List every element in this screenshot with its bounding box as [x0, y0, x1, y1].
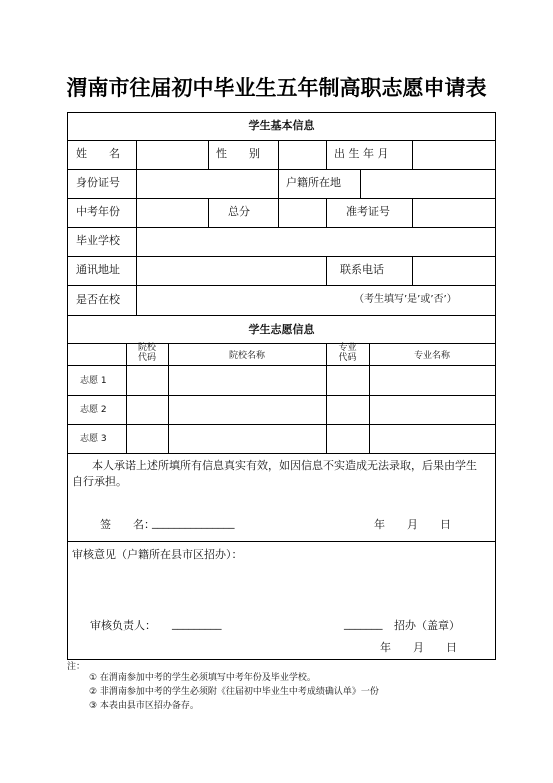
signature-label: 签 名：	[100, 518, 155, 531]
row-divider	[68, 453, 495, 454]
signature-field[interactable]: _______________	[152, 516, 235, 529]
review-label: 审核意见（户籍所在县市区招办）：	[72, 548, 243, 561]
school-name-header: 院校名称	[228, 351, 265, 361]
office-stamp-label: 招办（盖章）	[394, 619, 460, 632]
row-divider	[68, 256, 495, 257]
in-school-label: 是否在校	[76, 293, 120, 306]
row-divider	[68, 227, 495, 228]
ticket-no-label: 准考证号	[346, 205, 390, 218]
reviewer-field[interactable]: _________	[172, 617, 222, 630]
major-code-header: 专业 代码	[338, 343, 357, 363]
total-score-label: 总分	[228, 205, 250, 218]
row-divider	[68, 541, 495, 542]
row-divider	[68, 169, 495, 170]
pledge-text: 本人承诺上述所填所有信息真实有效，如因信息不实造成无法录取，后果由学生	[92, 459, 477, 472]
form-title: 渭南市往届初中毕业生五年制高职志愿申请表	[66, 75, 487, 100]
pledge-date: 年 月 日	[374, 518, 451, 531]
gender-label: 性 别	[216, 147, 260, 160]
row-divider	[68, 365, 495, 366]
wish-row-label: 志愿 1	[80, 376, 107, 386]
row-divider	[68, 315, 495, 316]
exam-year-label: 中考年份	[76, 205, 120, 218]
address-label: 通讯地址	[76, 263, 120, 276]
wish-info-header: 学生志愿信息	[248, 323, 315, 336]
office-field[interactable]: _______	[344, 617, 383, 630]
major-name-header: 专业名称	[413, 351, 450, 361]
row-divider	[68, 285, 495, 286]
phone-label: 联系电话	[340, 263, 384, 276]
school-label: 毕业学校	[76, 234, 120, 247]
basic-info-header: 学生基本信息	[248, 119, 315, 132]
notes-label: 注：	[67, 662, 86, 672]
row-divider	[68, 198, 495, 199]
note-item: ① 在渭南参加中考的学生必须填写中考年份及毕业学校。	[89, 673, 316, 683]
wish-row-label: 志愿 3	[80, 434, 107, 444]
name-label: 姓 名	[76, 147, 120, 160]
review-date: 年 月 日	[380, 641, 457, 654]
application-form	[67, 112, 496, 660]
birth-label: 出 生 年 月	[334, 147, 389, 160]
pledge-text-cont: 自行承担。	[72, 475, 127, 488]
note-item: ② 非渭南参加中考的学生必须附《往届初中毕业生中考成绩确认单》一份	[89, 687, 379, 697]
note-item: ③ 本表由县市区招办备存。	[89, 701, 199, 711]
row-divider	[68, 424, 495, 425]
id-card-label: 身份证号	[76, 176, 120, 189]
hukou-label: 户籍所在地	[286, 176, 341, 189]
in-school-hint: （考生填写’是’或’否’）	[354, 294, 457, 305]
row-divider	[68, 140, 495, 141]
school-code-header: 院校 代码	[137, 343, 156, 363]
row-divider	[68, 395, 495, 396]
reviewer-label: 审核负责人：	[90, 619, 156, 632]
wish-row-label: 志愿 2	[80, 405, 107, 415]
